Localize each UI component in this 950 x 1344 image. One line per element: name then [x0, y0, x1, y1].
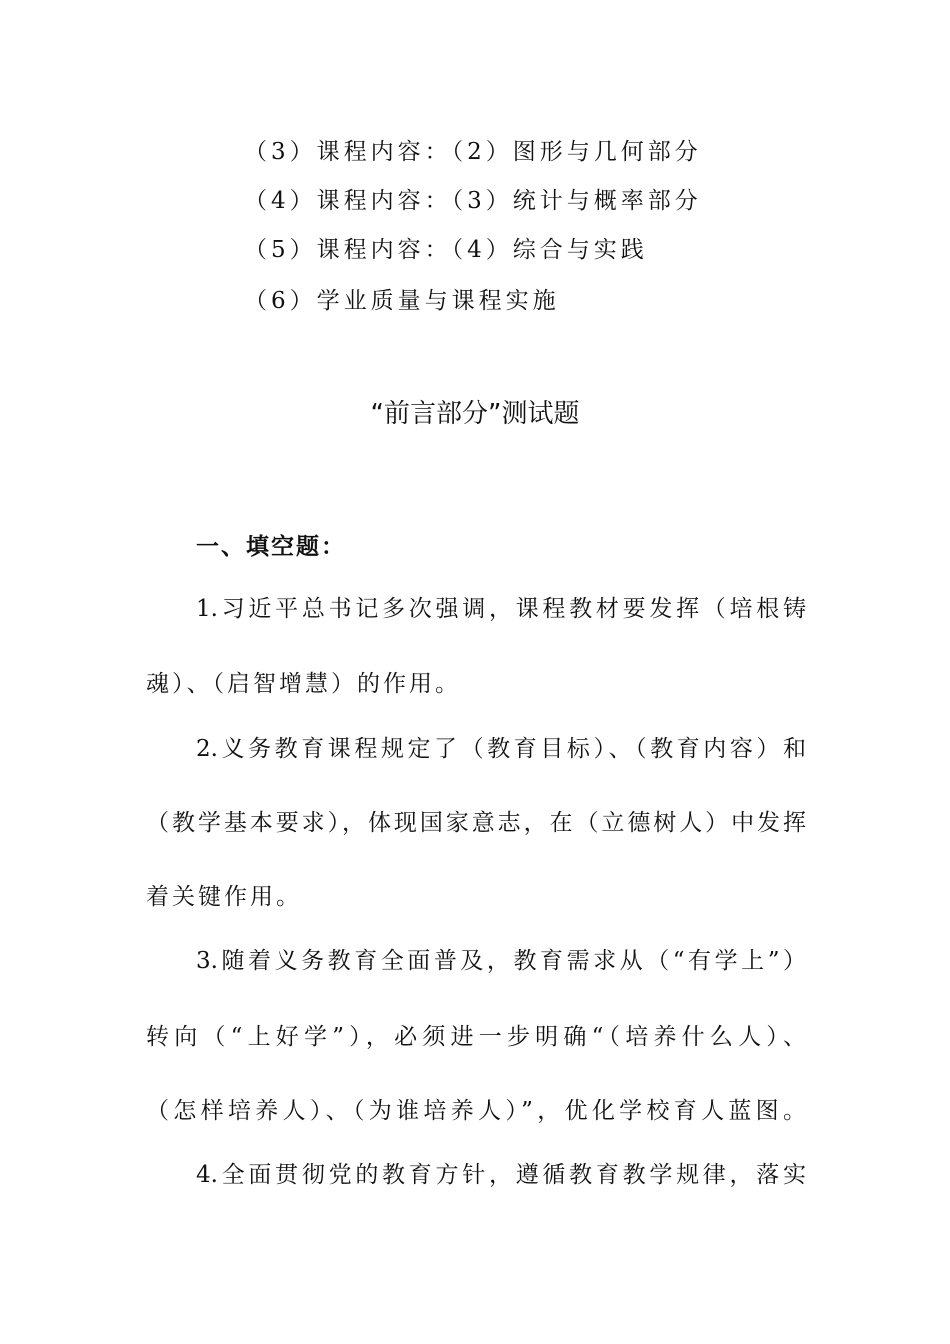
toc-item-4: （4）课程内容：（3）统计与概率部分 — [244, 188, 702, 214]
question-1-line-2: 魂）、（启智增慧）的作用。 — [146, 671, 461, 697]
question-3-line-1: 3.随着义务教育全面普及，教育需求从（“有学上”） — [196, 948, 806, 974]
question-3-line-2: 转向（“上好学”），必须进一步明确“（培养什么人）、 — [146, 1024, 806, 1050]
question-2-line-2: （教学基本要求），体现国家意志，在（立德树人）中发挥 — [146, 810, 806, 836]
toc-item-5: （5）课程内容：（4）综合与实践 — [244, 237, 648, 263]
question-3-line-3: （怎样培养人）、（为谁培养人）”，优化学校育人蓝图。 — [146, 1098, 806, 1124]
section-heading: 一、填空题： — [196, 534, 346, 560]
toc-item-6: （6）学业质量与课程实施 — [244, 288, 560, 314]
question-2-line-1: 2.义务教育课程规定了（教育目标）、（教育内容）和 — [196, 736, 806, 762]
question-4-line-1: 4.全面贯彻党的教育方针，遵循教育教学规律，落实 — [196, 1162, 806, 1188]
question-1-line-1: 1.习近平总书记多次强调，课程教材要发挥（培根铸 — [196, 596, 806, 622]
question-2-line-3: 着关键作用。 — [146, 884, 302, 910]
toc-item-3: （3）课程内容：（2）图形与几何部分 — [244, 139, 702, 165]
page-title: “前言部分”测试题 — [370, 399, 580, 429]
